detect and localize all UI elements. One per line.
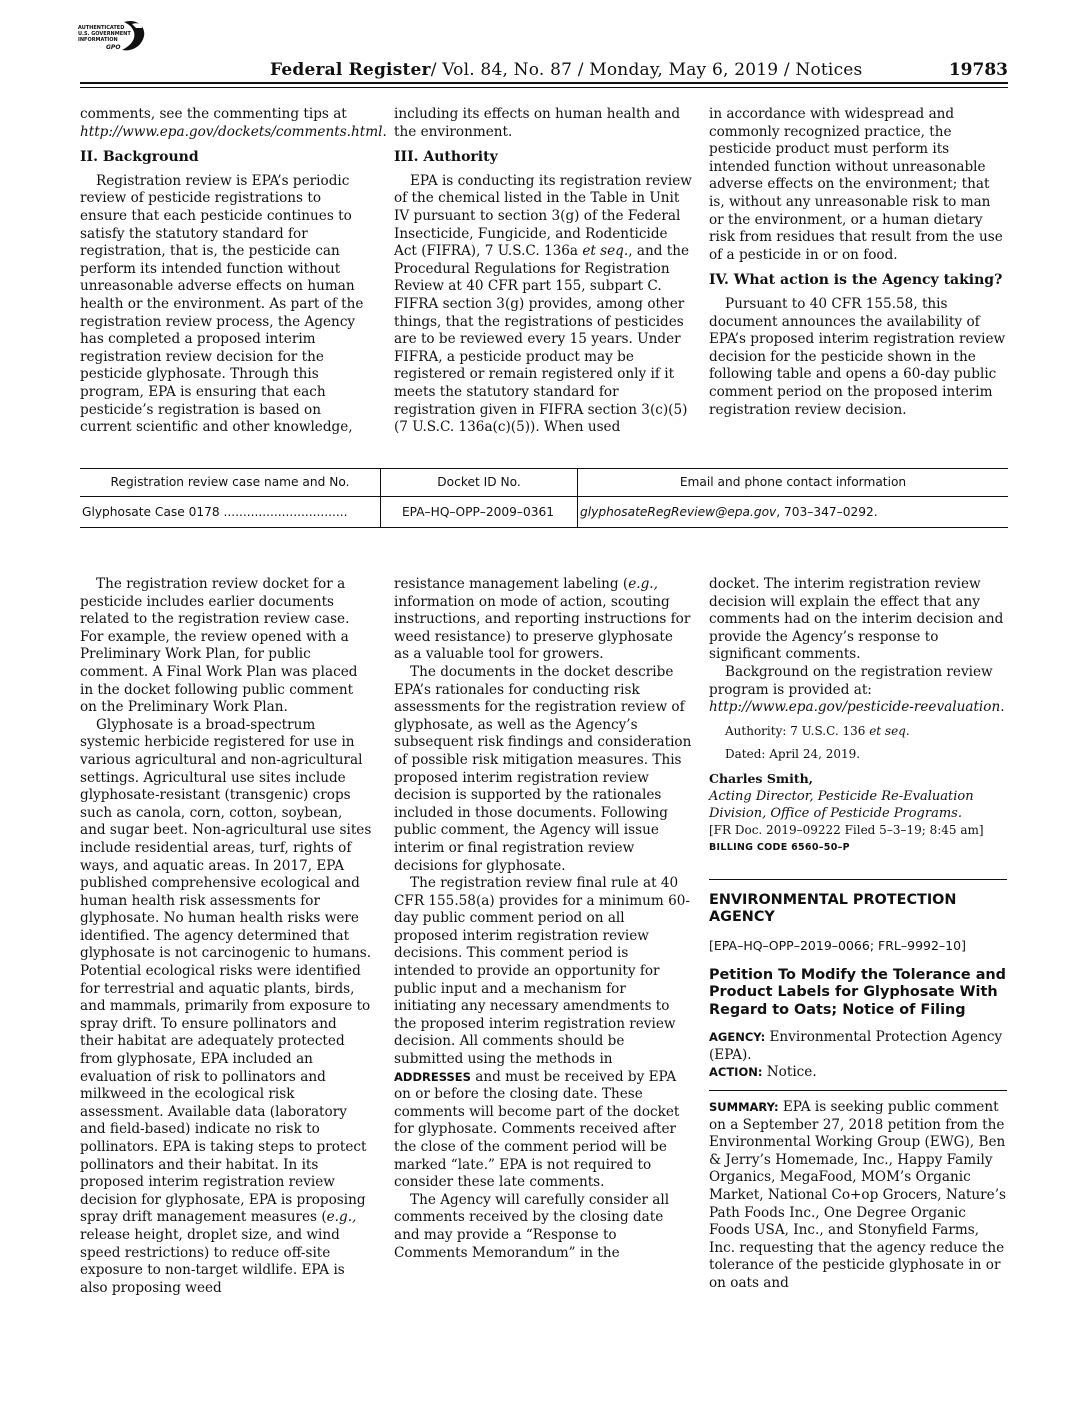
reevaluation-link[interactable]: http://www.epa.gov/pesticide-reevaluation [709,699,1001,716]
table-header-docket: Docket ID No. [381,469,578,497]
header-rule-thin [80,87,1008,88]
heading-background: II. Background [80,149,199,166]
agency-field: AGENCY: Environmental Protection Agency (EPA). [709,1029,1003,1063]
dated-line: Dated: April 24, 2019. [725,747,861,762]
upper-column-1 [80,106,387,437]
paragraph-action: Pursuant to 40 CFR 155.58, this document announces the availability of EPA’s proposed interim registration review decision for the pesticide shown in the following table and opens a 60-day public comment period on the proposed interim registration review decision. [709,295,1006,418]
table-cell-docket: EPA–HQ–OPP–2009–0361 [381,497,578,528]
table-cell-case: Glyphosate Case 0178 ................................ [80,497,381,528]
paragraph-documents: The documents in the docket describe EPA’s rationales for conducting risk assessments for the registration review of glyphosate, as well as the Agency’s subsequent risk findings and consideration of possible risk mitigation measures. This proposed interim registration review decision is supported by the rationales included in those documents. Following public comment, the Agency will issue interim or final registration review decisions for glyphosate. [394,663,692,874]
fr-doc-line: [FR Doc. 2019–09222 Filed 5–3–19; 8:45 am] [709,822,984,837]
page-number: 19783 [948,60,1008,80]
table-cell-contact: glyphosateRegReview@epa.gov, 703–347–0292. [578,497,1009,528]
summary-divider [709,1090,1007,1091]
upper-column-2 [394,106,692,437]
dockets-link[interactable]: http://www.epa.gov/dockets/comments.html [80,123,383,140]
section-divider [709,879,1007,880]
docket-line: [EPA–HQ–OPP–2019–0066; FRL–9992–10] [709,937,966,953]
logo-line-2: U.S. GOVERNMENT [78,31,131,37]
paragraph-effects: including its effects on human health and the environment. [394,106,681,140]
table-row [80,497,1008,528]
paragraph-resistance: resistance management labeling (e.g., information on mode of action, scouting instructions, and reporting instructions for weed resistance) to preserve glyphosate as a valuable tool for growers. [394,576,691,663]
docket-table [80,468,1008,528]
paragraph-glyphosate: Glyphosate is a broad-spectrum systemic herbicide registered for use in various agricultural and non-agricultural settings. Agricultural use sites include glyphosate-resistant (transgenic) crops such as canola, corn, cotton, soybean, and sugar beet. Non-agricultural use sites include residential areas, turf, rights of ways, and aquatic areas. In 2017, EPA published comprehensive ecological and human health risk assessments for glyphosate. No human health risks were identified. The agency determined that glyphosate is not carcinogenic to humans. Potential ecological risks were identified for terrestrial and aquatic plants, birds, and mammals, primarily from exposure to spray drift. To ensure pollinators and their habitat are adequately protected from glyphosate, EPA included an evaluation of risk to pollinators and milkweed in the ecological risk assessment. Available data (laboratory and field-based) indicate no risk to pollinators. EPA is taking steps to protect pollinators and their habitat. In its proposed interim registration review decision for glyphosate, EPA is proposing spray drift management measures (e.g., release height, droplet size, and wind speed restrictions) to reduce off-site exposure to non-target wildlife. EPA is also proposing weed [80,716,372,1296]
table-header-case: Registration review case name and No. [80,469,381,497]
paragraph-final-rule: The registration review final rule at 40 CFR 155.58(a) provides for a minimum 60-day public comment period on all proposed interim registration review decisions. This comment period is intended to provide an opportunity for public input and a mechanism for initiating any necessary amendments to the proposed interim registration review decision. All comments should be submitted using the methods in ADDRESSES and must be received by EPA on or before the closing date. These comments will become part of the docket for glyphosate. Comments received after the close of the comment period will be marked “late.” EPA is not required to consider these late comments. [394,875,690,1191]
agency-heading: ENVIRONMENTAL PROTECTION AGENCY [709,891,957,926]
issue-citation: / Vol. 84, No. 87 / Monday, May 6, 2019 / Notices [430,60,863,80]
billing-code: BILLING CODE 6560–50–P [709,842,850,854]
summary-field: SUMMARY: EPA is seeking public comment on a September 27, 2018 petition from the Environmental Working Group (EWG), Ben & Jerry’s Homemade, Inc., Happy Family Organics, MegaFood, MOM’s Organic Market, National Co+op Grocers, Nature’s Path Foods Inc., One Degree Organic Foods USA, Inc., and Stonyfield Farms, Inc. requesting that the agency reduce the tolerance of the pesticide glyphosate in or on oats and [709,1099,1006,1291]
running-header [80,58,1008,82]
paragraph-background: Registration review is EPA’s periodic review of pesticide registrations to ensure that each pesticide continues to satisfy the statutory standard for registration, that is, the pesticide can perform its intended function without unreasonable adverse effects on human health or the environment. As part of the registration review process, the Agency has completed a proposed interim registration review decision for the pesticide glyphosate. Through this program, EPA is ensuring that each pesticide’s registration is based on current scientific and other knowledge, [80,172,364,436]
paragraph-program-background: Background on the registration review program is provided at: http://www.epa.gov/pesticide-reevaluation. [709,663,1005,716]
email-link[interactable]: glyphosateRegReview@epa.gov [580,505,777,519]
header-rule [80,82,1008,84]
table-header-row [80,469,1008,497]
authority-line: Authority: 7 U.S.C. 136 et seq. [725,723,910,738]
notice-title: Petition To Modify the Tolerance and Product Labels for Glyphosate With Regard to Oats; Notice of Filing [709,966,1006,1018]
paragraph-interim-decision: docket. The interim registration review decision will explain the effect that any comments had on the interim decision and provide the Agency’s response to significant comments. [709,576,1004,663]
heading-authority: III. Authority [394,149,498,166]
paragraph-docket-contents: The registration review docket for a pesticide includes earlier documents related to the registration review case. For example, the review opened with a Preliminary Work Plan, for public comment. A Final Work Plan was placed in the docket following public comment on the Preliminary Work Plan. [80,576,358,716]
lower-column-3 [709,576,1007,1293]
header-title [270,60,862,80]
lower-column-1 [80,576,372,1297]
heading-action: IV. What action is the Agency taking? [709,272,1003,289]
publication-name: Federal Register [270,60,431,80]
table-header-contact: Email and phone contact information [578,469,1009,497]
upper-column-3 [709,106,1007,419]
paragraph-authority: EPA is conducting its registration review of the chemical listed in the Table in Unit IV pursuant to section 3(g) of the Federal Insecticide, Fungicide, and Rodenticide Act (FIFRA), 7 U.S.C. 136a et seq., and the Procedural Regulations for Registration Review at 40 CFR part 155, subpart C. FIFRA section 3(g) provides, among other things, that the registrations of pesticides are to be reviewed every 15 years. Under FIFRA, a pesticide product may be registered or remain registered only if it meets the statutory standard for registration given in FIFRA section 3(c)(5) (7 U.S.C. 136a(c)(5)). When used [394,172,692,436]
paragraph-consider: The Agency will carefully consider all comments received by the closing date and may provide a “Response to Comments Memorandum” in the [394,1191,670,1261]
paragraph-accordance: in accordance with widespread and commonly recognized practice, the pesticide product must perform its intended function without unreasonable adverse effects on the environment; that is, without any unreasonable risk to man or the environment, or a human dietary risk from residues that result from the use of a pesticide in or on food. [709,106,1003,263]
logo-line-1: AUTHENTICATED [78,25,125,31]
paragraph-comments-tip: comments, see the commenting tips at http://www.epa.gov/dockets/comments.html. [80,106,387,140]
signer-name: Charles Smith, [709,770,814,786]
action-field: ACTION: Notice. [709,1064,817,1081]
logo-line-3: INFORMATION [78,37,118,43]
lower-column-2 [394,576,692,1262]
signer-title: Acting Director, Pesticide Re-Evaluation Division, Office of Pesticide Programs. [709,788,974,821]
gpo-authenticated-logo [74,16,150,58]
logo-line-4: GPO [106,44,121,51]
